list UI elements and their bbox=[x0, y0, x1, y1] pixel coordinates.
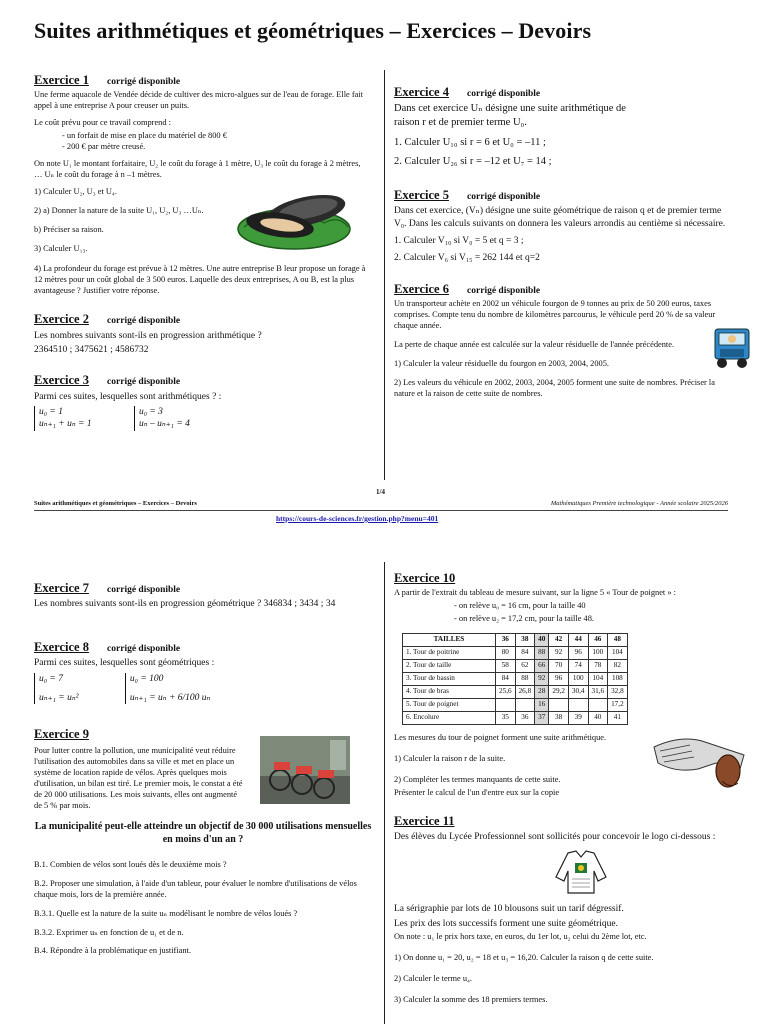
table-cell: 26,8 bbox=[515, 686, 535, 699]
column-divider-top bbox=[384, 70, 385, 480]
ex3-system-1 bbox=[34, 406, 92, 431]
ex10-intro: A partir de l'extrait du tableau de mesure suivant, sur la ligne 5 « Tour de poignet » : bbox=[394, 588, 676, 598]
corrige-label: corrigé disponible bbox=[107, 643, 181, 654]
bikes-photo bbox=[260, 736, 350, 804]
table-cell bbox=[568, 699, 588, 712]
exercise-9-heading: Exercice 9 bbox=[34, 727, 89, 742]
table-row bbox=[403, 647, 628, 660]
ex5-q1: 1. Calculer V₁₀ si V₀ = 5 et q = 3 ; bbox=[394, 235, 524, 246]
table-row-label: 6. Encolure bbox=[403, 712, 496, 725]
exercise-1-heading: Exercice 1 bbox=[34, 73, 89, 87]
gestion-link[interactable]: https://cours-de-sciences.fr/gestion.php?menu=401 bbox=[276, 514, 439, 523]
table-cell: 37 bbox=[535, 712, 549, 725]
left-column-top bbox=[34, 72, 368, 431]
column-divider-bottom bbox=[384, 562, 385, 1024]
table-row bbox=[403, 712, 628, 725]
ex10-q2a: 2) Compléter les termes manquants de cette suite. bbox=[394, 774, 561, 784]
table-header-size: 48 bbox=[608, 634, 628, 647]
footer-left: Suites arithmétiques et géométriques – Exercices – Devoirs bbox=[34, 500, 197, 507]
table-cell bbox=[515, 699, 535, 712]
corrige-label: corrigé disponible bbox=[107, 377, 181, 388]
table-cell: 29,2 bbox=[549, 686, 569, 699]
ex5-intro: Dans cet exercice, (Vₙ) désigne une suite géométrique de raison q et de premier terme V₀. Dans les calculs suivants on donnera les valeurs arrondis au centième si nécessaire. bbox=[394, 206, 726, 229]
ex10-q1: 1) Calculer la raison r de la suite. bbox=[394, 753, 506, 763]
ex6-q1: 1) Calculer la valeur résiduelle du fourgon en 2003, 2004, 2005. bbox=[394, 358, 609, 368]
ex1-q1: 1) Calculer U₂, U₃ et U₄. bbox=[34, 186, 117, 196]
right-column-top bbox=[394, 84, 734, 401]
table-row-label: 2. Tour de taille bbox=[403, 660, 496, 673]
ex11-q3: 3) Calculer la somme des 18 premiers termes. bbox=[394, 994, 548, 1004]
table-cell: 80 bbox=[496, 647, 516, 660]
table-row-label: 4. Tour de bras bbox=[403, 686, 496, 699]
exercise-4 bbox=[394, 84, 734, 169]
table-cell: 30,4 bbox=[568, 686, 588, 699]
ex1-q2a: 2) a) Donner la nature de la suite U₁, U₂, U₃ …Uₙ. bbox=[34, 205, 204, 215]
table-cell: 84 bbox=[496, 673, 516, 686]
table-row bbox=[403, 673, 628, 686]
table-row bbox=[403, 699, 628, 712]
table-cell: 100 bbox=[568, 673, 588, 686]
table-cell: 100 bbox=[588, 647, 608, 660]
table-cell: 70 bbox=[549, 660, 569, 673]
mussel-illustration bbox=[234, 181, 354, 253]
exercise-2-heading: Exercice 2 bbox=[34, 312, 89, 327]
table-header-tailles: TAILLES bbox=[403, 634, 496, 647]
table-cell: 84 bbox=[515, 647, 535, 660]
table-cell: 66 bbox=[535, 660, 549, 673]
ex3-system-2 bbox=[134, 406, 190, 431]
corrige-label: corrigé disponible bbox=[107, 316, 181, 327]
ex11-q1: 1) On donne u₁ = 20, u₂ = 18 et u₃ = 16,20. Calculer la raison q de cette suite. bbox=[394, 952, 654, 962]
table-cell: 31,6 bbox=[588, 686, 608, 699]
table-row-label: 3. Tour de bassin bbox=[403, 673, 496, 686]
table-cell bbox=[588, 699, 608, 712]
table-cell: 36 bbox=[515, 712, 535, 725]
sizes-table bbox=[402, 633, 628, 725]
table-cell: 40 bbox=[588, 712, 608, 725]
left-column-bottom bbox=[34, 580, 372, 959]
ex7-question: Les nombres suivants sont-ils en progression géométrique ? 346834 ; 3434 ; 34 bbox=[34, 599, 336, 610]
ex4-q1: 1. Calculer U₁₀ si r = 6 et U₀ = –11 ; bbox=[394, 136, 546, 148]
exercise-5 bbox=[394, 187, 734, 265]
ex10-q2b: Présenter le calcul de l'un d'entre eux sur la copie bbox=[394, 787, 560, 797]
exercise-10-heading: Exercice 10 bbox=[394, 571, 456, 585]
ex6-intro: Un transporteur achète en 2002 un véhicule fourgon de 9 tonnes au prix de 50 200 euros, taxes comprises. Compte tenu du nombre de kilomètres parcourus, le véhicule perd 20 % de sa valeur chaque année. bbox=[394, 298, 716, 330]
ex10-line1: - on relève u₀ = 16 cm, pour la taille 40 bbox=[454, 601, 586, 611]
table-row bbox=[403, 686, 628, 699]
table-cell: 62 bbox=[515, 660, 535, 673]
ex8-s1-line2: uₙ₊₁ = uₙ² bbox=[39, 692, 79, 703]
table-cell: 38 bbox=[549, 712, 569, 725]
table-cell: 74 bbox=[568, 660, 588, 673]
table-cell: 96 bbox=[568, 647, 588, 660]
exercise-3-heading: Exercice 3 bbox=[34, 373, 89, 388]
truck-illustration bbox=[712, 325, 752, 371]
ex11-p3: On note : u₁ le prix hors taxe, en euros, du 1er lot, u₂ celui du 2ème lot, etc. bbox=[394, 931, 647, 941]
ex10-line2: - on relève u₂ = 17,2 cm, pour la taille 48. bbox=[454, 614, 594, 624]
ex9-b2: B.2. Proposer une simulation, à l'aide d'un tableur, pour évaluer le nombre d'utilisations de vélos chaque mois, lors de la première année. bbox=[34, 878, 357, 899]
ex2-numbers: 2364510 ; 3475621 ; 4586732 bbox=[34, 344, 149, 355]
ex1-cost-1: - un forfait de mise en place du matériel de 800 € bbox=[62, 131, 368, 142]
ex3-s1-line1: u₀ = 1 bbox=[39, 406, 63, 417]
ex11-intro: Des élèves du Lycée Professionnel sont sollicités pour concevoir le logo ci-dessous : bbox=[394, 831, 716, 842]
ex9-intro: Pour lutter contre la pollution, une municipalité veut réduire l'utilisation des automobiles dans sa ville et met en place un système de location rapide de vélos. Après quelques mois d'utilisation, un bilan est tiré. Le premier mois, le constat a été de 20 000 utilisations. Les mois suivants, elles ont augmenté de 5 % par mois. bbox=[34, 746, 243, 810]
ex3-question: Parmi ces suites, lesquelles sont arithmétiques ? : bbox=[34, 391, 222, 402]
page-number: 1/4 bbox=[376, 488, 385, 496]
table-cell: 104 bbox=[608, 647, 628, 660]
ex6-q2: 2) Les valeurs du véhicule en 2002, 2003, 2004, 2005 forment une suite de nombres. Préciser la nature et la raison de cette suite de nombres. bbox=[394, 377, 715, 398]
exercise-8 bbox=[34, 639, 372, 704]
table-header-size: 38 bbox=[515, 634, 535, 647]
ex3-s1-line2: uₙ₊₁ + uₙ = 1 bbox=[39, 419, 92, 430]
ex8-question: Parmi ces suites, lesquelles sont géométriques : bbox=[34, 658, 215, 669]
ex3-s2-line1: u₀ = 3 bbox=[138, 406, 163, 417]
exercise-3 bbox=[34, 372, 368, 430]
ex1-q3: 3) Calculer U₁₃. bbox=[34, 243, 88, 253]
table-cell: 41 bbox=[608, 712, 628, 725]
table-cell: 16 bbox=[535, 699, 549, 712]
table-header-size: 44 bbox=[568, 634, 588, 647]
ex1-q2b: b) Préciser sa raison. bbox=[34, 224, 104, 234]
table-cell: 108 bbox=[608, 673, 628, 686]
exercise-4-heading: Exercice 4 bbox=[394, 85, 449, 99]
ex9-b4: B.4. Répondre à la problématique en justifiant. bbox=[34, 946, 191, 956]
ex4-intro: Dans cet exercice Uₙ désigne une suite arithmétique de raison r et de premier terme U₀. bbox=[394, 103, 626, 128]
corrige-label: corrigé disponible bbox=[467, 285, 541, 296]
table-cell bbox=[496, 699, 516, 712]
ex1-notation: On note U₁ le montant forfaitaire, U₂ le coût du forage à 1 mètre, U₃ le coût du forage à 2 mètres, … Uₙ le coût du forage à n –1 mètres. bbox=[34, 158, 361, 179]
ex8-system-1 bbox=[34, 673, 79, 704]
ex1-intro: Une ferme aquacole de Vendée décide de cultiver des micro-algues sur de l'eau de forage. Elle fait appel à une entreprise A pour creuser un puits. bbox=[34, 90, 363, 111]
ex9-b1: B.1. Combien de vélos sont loués dès le deuxième mois ? bbox=[34, 859, 227, 869]
ex9-main-question: La municipalité peut-elle atteindre un objectif de 30 000 utilisations mensuelles en moins d'un an ? bbox=[34, 820, 372, 845]
corrige-label: corrigé disponible bbox=[467, 191, 541, 202]
table-cell: 104 bbox=[588, 673, 608, 686]
table-cell: 82 bbox=[608, 660, 628, 673]
wrist-measure-illustration bbox=[650, 729, 750, 791]
table-header-size: 36 bbox=[496, 634, 516, 647]
table-row-label: 5. Tour de poignet bbox=[403, 699, 496, 712]
exercise-7-heading: Exercice 7 bbox=[34, 581, 89, 595]
ex10-p1: Les mesures du tour de poignet forment une suite arithmétique. bbox=[394, 733, 607, 743]
ex11-q2: 2) Calculer le terme u₄. bbox=[394, 973, 473, 983]
exercise-1 bbox=[34, 72, 368, 297]
corrige-label: corrigé disponible bbox=[107, 585, 181, 595]
ex1-cost-intro: Le coût prévu pour ce travail comprend : bbox=[34, 118, 171, 128]
exercise-8-heading: Exercice 8 bbox=[34, 639, 89, 654]
table-header-size: 40 bbox=[535, 634, 549, 647]
ex9-b31: B.3.1. Quelle est la nature de la suite uₙ modélisant le nombre de vélos loués ? bbox=[34, 908, 298, 918]
corrige-label: corrigé disponible bbox=[107, 77, 181, 87]
ex8-s2-line1: u₀ = 100 bbox=[129, 674, 164, 685]
exercise-10 bbox=[394, 570, 738, 799]
table-cell: 92 bbox=[535, 673, 549, 686]
jacket-logo-illustration bbox=[554, 849, 608, 895]
table-cell: 35 bbox=[496, 712, 516, 725]
ex1-q4: 4) La profondeur du forage est prévue à 12 mètres. Une autre entreprise B leur propose un forage à 12 mètres pour un coût global de 3 500 euros. Laquelle des deux entreprises, A ou B, est la plus avantageuse ? Justifier votre réponse. bbox=[34, 264, 366, 296]
right-column-bottom bbox=[394, 570, 738, 1008]
corrige-label: corrigé disponible bbox=[467, 89, 541, 99]
ex4-q2: 2. Calculer U₂₆ si r = –12 et U₇ = 14 ; bbox=[394, 156, 552, 168]
table-cell: 28 bbox=[535, 686, 549, 699]
table-cell: 25,6 bbox=[496, 686, 516, 699]
table-cell: 96 bbox=[549, 673, 569, 686]
table-row bbox=[403, 660, 628, 673]
table-cell: 88 bbox=[535, 647, 549, 660]
exercise-5-heading: Exercice 5 bbox=[394, 187, 449, 202]
exercise-2 bbox=[34, 311, 368, 356]
table-cell: 58 bbox=[496, 660, 516, 673]
exercise-6 bbox=[394, 281, 734, 400]
ex8-system-2 bbox=[125, 673, 210, 704]
ex2-question: Les nombres suivants sont-ils en progression arithmétique ? bbox=[34, 330, 262, 341]
ex8-s2-line2: uₙ₊₁ = uₙ + 6/100 uₙ bbox=[129, 692, 211, 703]
page-title: Suites arithmétiques et géométriques – Exercices – Devoirs bbox=[34, 18, 592, 43]
ex6-p2: La perte de chaque année est calculée sur la valeur résiduelle de l'année précédente. bbox=[394, 339, 675, 349]
ex8-s1-line1: u₀ = 7 bbox=[39, 674, 63, 685]
table-cell bbox=[549, 699, 569, 712]
table-cell: 17,2 bbox=[608, 699, 628, 712]
footer-rule bbox=[34, 510, 728, 511]
exercise-7 bbox=[34, 580, 372, 611]
table-cell: 39 bbox=[568, 712, 588, 725]
exercise-11-heading: Exercice 11 bbox=[394, 813, 455, 828]
table-cell: 32,8 bbox=[608, 686, 628, 699]
table-row-label: 1. Tour de poitrine bbox=[403, 647, 496, 660]
ex5-q2: 2. Calculer V₆ si V₁₅ = 262 144 et q=2 bbox=[394, 253, 540, 264]
ex3-s2-line2: uₙ – uₙ₊₁ = 4 bbox=[138, 419, 190, 430]
exercise-6-heading: Exercice 6 bbox=[394, 281, 449, 296]
table-header-size: 46 bbox=[588, 634, 608, 647]
exercise-11 bbox=[394, 813, 738, 1006]
table-cell: 78 bbox=[588, 660, 608, 673]
ex11-p2: Les prix des lots successifs forment une suite géométrique. bbox=[394, 918, 618, 929]
ex1-cost-2: - 200 € par mètre creusé. bbox=[62, 142, 368, 153]
table-header-size: 42 bbox=[549, 634, 569, 647]
ex9-b32: B.3.2. Exprimer uₙ en fonction de u₁ et de n. bbox=[34, 927, 184, 937]
exercise-9 bbox=[34, 726, 372, 957]
table-cell: 88 bbox=[515, 673, 535, 686]
ex11-p1: La sérigraphie par lots de 10 blousons suit un tarif dégressif. bbox=[394, 904, 624, 915]
table-cell: 92 bbox=[549, 647, 569, 660]
footer-right: Mathématiques Première technologique - Année scolaire 2025/2026 bbox=[550, 500, 728, 507]
